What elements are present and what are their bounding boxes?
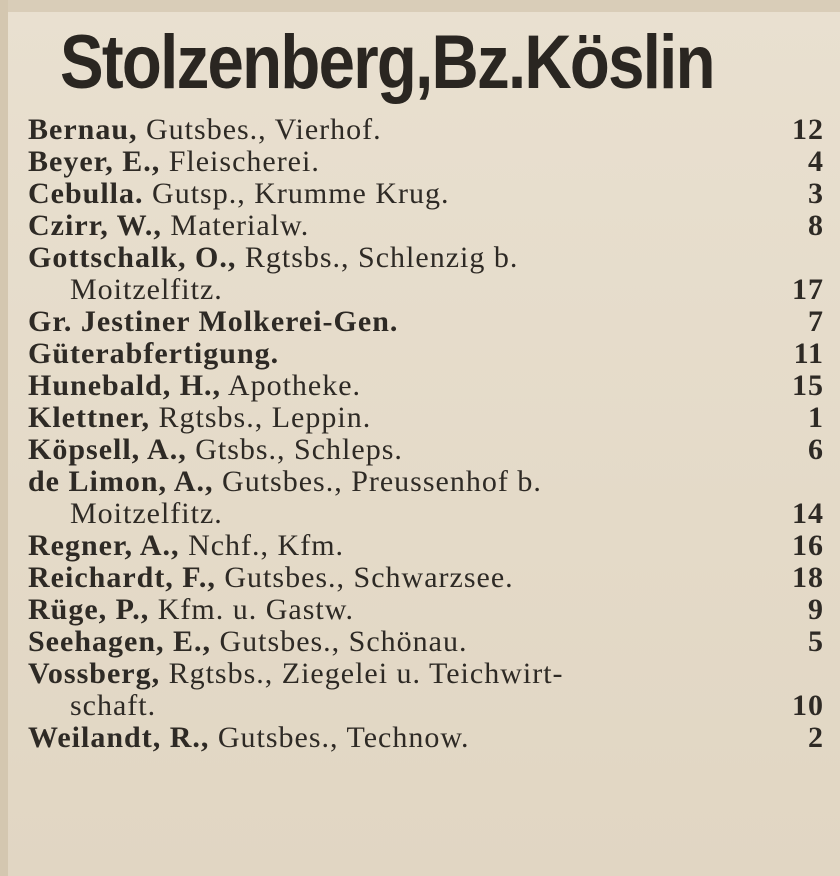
directory-entry xyxy=(28,434,824,466)
entry-line xyxy=(28,594,824,626)
directory-entry xyxy=(28,114,824,146)
entry-name: Bernau, xyxy=(28,113,138,146)
entry-text xyxy=(28,338,279,370)
entry-line xyxy=(28,178,824,210)
entry-text xyxy=(28,370,361,402)
entry-line xyxy=(28,562,824,594)
directory-entry xyxy=(28,594,824,626)
entry-name: de Limon, A., xyxy=(28,465,214,498)
entry-name: Gr. Jestiner Molkerei-Gen. xyxy=(28,305,399,338)
entry-detail: Apotheke. xyxy=(227,369,362,402)
entry-text xyxy=(28,722,470,754)
entry-name: Gottschalk, O., xyxy=(28,241,237,274)
entry-number: 7 xyxy=(808,305,824,338)
entry-number: 16 xyxy=(792,529,824,562)
entry-text xyxy=(28,146,320,178)
entry-text xyxy=(28,178,450,210)
entry-line xyxy=(28,658,824,690)
entry-text xyxy=(28,466,542,498)
entry-detail: Gutsbes., Vierhof. xyxy=(146,113,382,146)
entry-line xyxy=(28,306,824,338)
entry-number: 1 xyxy=(808,401,824,434)
directory-entry xyxy=(28,242,824,306)
directory-entry xyxy=(28,562,824,594)
entry-continuation: Moitzelfitz. xyxy=(70,273,223,306)
entry-line xyxy=(28,434,824,466)
entry-number: 18 xyxy=(792,561,824,594)
directory-entry xyxy=(28,370,824,402)
entry-number: 11 xyxy=(793,337,824,370)
entry-detail: Gtsbs., Schleps. xyxy=(195,433,403,466)
entry-detail: Kfm. u. Gastw. xyxy=(157,593,354,626)
entry-detail: Gutsbes., Technow. xyxy=(217,721,470,754)
entry-line xyxy=(28,370,824,402)
entry-number: 17 xyxy=(792,273,824,306)
page-title: Stolzenberg,Bz.Köslin xyxy=(60,20,714,105)
entry-line xyxy=(28,402,824,434)
entry-text xyxy=(28,210,309,242)
directory-entry xyxy=(28,466,824,530)
entry-number: 14 xyxy=(792,497,824,530)
entry-name: Vossberg, xyxy=(28,657,161,690)
entry-line xyxy=(28,114,824,146)
entry-detail: Rgtsbs., Ziegelei u. Teichwirt- xyxy=(168,657,564,690)
entry-text xyxy=(28,402,371,434)
directory-entry xyxy=(28,402,824,434)
entry-name: Köpsell, A., xyxy=(28,433,187,466)
entry-name: Seehagen, E., xyxy=(28,625,212,658)
directory-entry xyxy=(28,178,824,210)
entry-number: 4 xyxy=(808,145,824,178)
entry-detail: Rgtsbs., Schlenzig b. xyxy=(244,241,519,274)
directory-entry xyxy=(28,722,824,754)
page-left-edge xyxy=(0,0,8,876)
entry-name: Beyer, E., xyxy=(28,145,161,178)
entry-detail: Nchf., Kfm. xyxy=(188,529,345,562)
entry-detail: Fleischerei. xyxy=(168,145,320,178)
entry-number: 10 xyxy=(792,689,824,722)
entry-text xyxy=(28,562,514,594)
entry-text xyxy=(28,434,403,466)
entry-detail: Gutsbes., Preussenhof b. xyxy=(222,465,542,498)
entry-line xyxy=(28,146,824,178)
page-top-edge xyxy=(0,0,840,12)
entry-name: Rüge, P., xyxy=(28,593,150,626)
entry-name: Czirr, W., xyxy=(28,209,162,242)
entry-line xyxy=(28,242,824,274)
entry-number: 6 xyxy=(808,433,824,466)
entry-continuation-line xyxy=(28,274,824,306)
entry-line xyxy=(28,338,824,370)
entry-continuation-line xyxy=(28,690,824,722)
entry-text xyxy=(28,306,398,338)
entry-name: Reichardt, F., xyxy=(28,561,216,594)
directory-entry xyxy=(28,530,824,562)
entry-name: Cebulla. xyxy=(28,177,144,210)
directory-entry xyxy=(28,658,824,722)
entry-name: Regner, A., xyxy=(28,529,180,562)
entry-name: Güterabfertigung. xyxy=(28,337,280,370)
entry-text xyxy=(28,242,518,274)
entry-number: 8 xyxy=(808,209,824,242)
entry-line xyxy=(28,466,824,498)
entry-detail: Gutsbes., Schönau. xyxy=(219,625,468,658)
entry-name: Hunebald, H., xyxy=(28,369,222,402)
directory-entry xyxy=(28,146,824,178)
entry-number: 9 xyxy=(808,593,824,626)
entry-text xyxy=(28,626,468,658)
entry-continuation-line xyxy=(28,498,824,530)
entry-line xyxy=(28,210,824,242)
entry-number: 5 xyxy=(808,625,824,658)
entry-name: Weilandt, R., xyxy=(28,721,210,754)
entry-list xyxy=(28,114,824,754)
entry-number: 3 xyxy=(808,177,824,210)
entry-text xyxy=(28,530,344,562)
entry-number: 15 xyxy=(792,369,824,402)
entry-detail: Rgtsbs., Leppin. xyxy=(158,401,372,434)
entry-text xyxy=(28,658,564,690)
directory-entry xyxy=(28,210,824,242)
directory-entry xyxy=(28,626,824,658)
entry-text xyxy=(28,594,354,626)
entry-continuation: Moitzelfitz. xyxy=(70,497,223,530)
entry-line xyxy=(28,530,824,562)
entry-detail: Materialw. xyxy=(170,209,310,242)
entry-detail: Gutsp., Krumme Krug. xyxy=(152,177,450,210)
entry-line xyxy=(28,626,824,658)
entry-number: 12 xyxy=(792,113,824,146)
entry-detail: Gutsbes., Schwarzsee. xyxy=(224,561,514,594)
directory-entry xyxy=(28,338,824,370)
entry-line xyxy=(28,722,824,754)
entry-text xyxy=(28,114,382,146)
entry-continuation: schaft. xyxy=(70,689,157,722)
directory-entry xyxy=(28,306,824,338)
entry-name: Klettner, xyxy=(28,401,151,434)
entry-number: 2 xyxy=(808,721,824,754)
